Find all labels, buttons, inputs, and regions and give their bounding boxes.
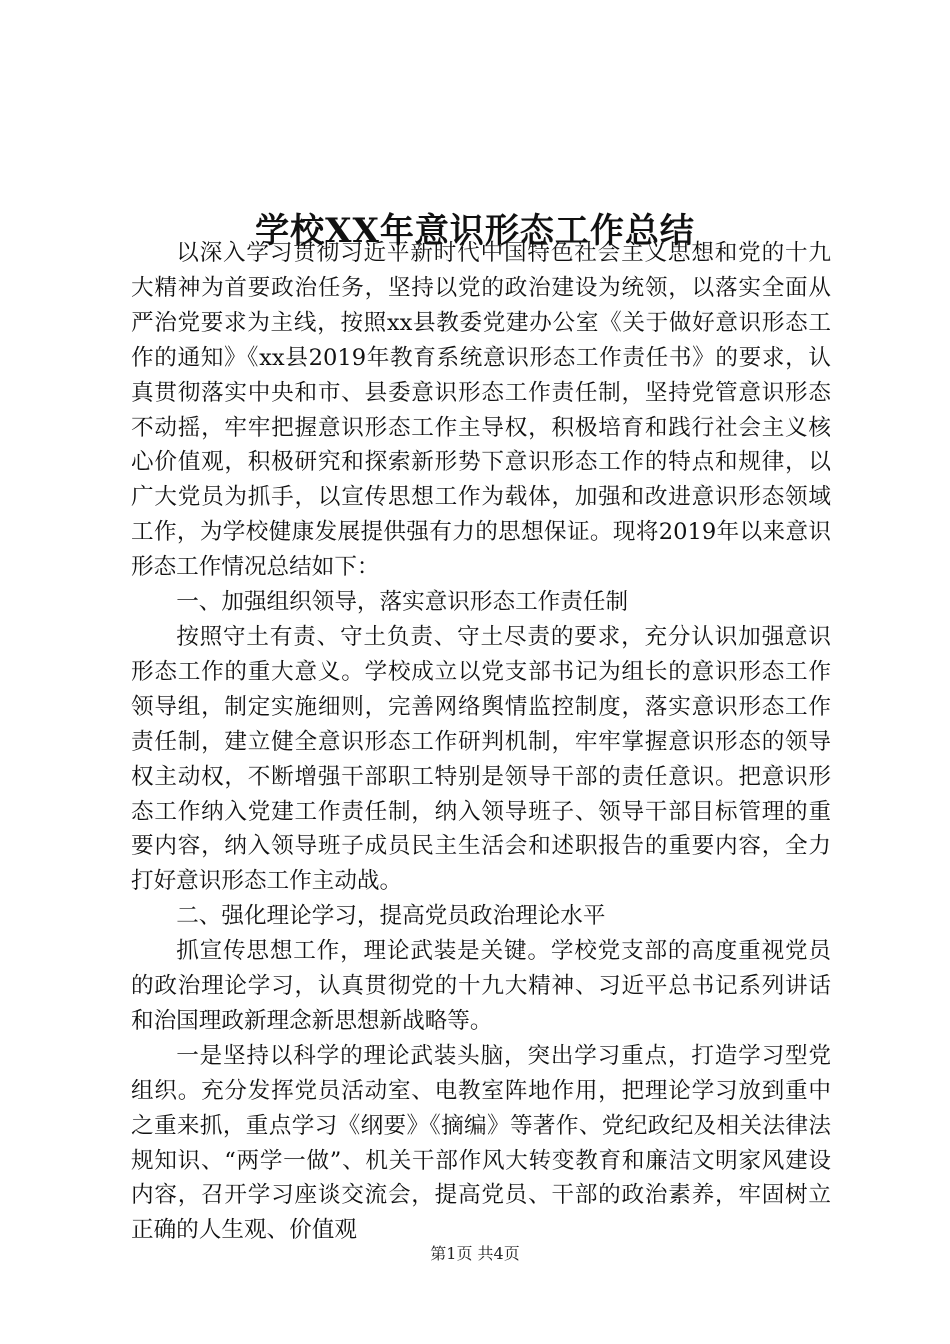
section-heading-1: 一、加强组织领导，落实意识形态工作责任制: [176, 589, 629, 616]
page-indicator: 第1页 共4页: [430, 1244, 520, 1263]
document-body: [131, 236, 831, 1248]
paragraph-intro: 以深入学习贯彻习近平新时代中国特色社会主义思想和党的十九大精神为首要政治任务，坚持以党的政治建设为统领，以落实全面从严治党要求为主线，按照xx县教委党建办公室《关于做好意识形态工作的通知》《xx县2019年教育系统意识形态工作责任书》的要求，认真贯彻落实中央和市、县委意识形态工作责任制，坚持党管意识形态不动摇，牢牢把握意识形态工作主导权，积极培育和践行社会主义核心价值观，积极研究和探索新形势下意识形态工作的特点和规律，以广大党员为抓手，以宣传思想工作为载体，加强和改进意识形态领域工作，为学校健康发展提供强有力的思想保证。现将2019年以来意识形态工作情况总结如下：: [131, 240, 831, 581]
document-title: 学校XX年意识形态工作总结: [255, 210, 695, 251]
section-heading-2: 二、强化理论学习，提高党员政治理论水平: [176, 903, 606, 930]
paragraph-section-2-point-1: 一是坚持以科学的理论武装头脑，突出学习重点，打造学习型党组织。充分发挥党员活动室、电教室阵地作用，把理论学习放到重中之重来抓，重点学习《纲要》《摘编》等著作、党纪政纪及相关法律法规知识、“两学一做”、机关干部作风大转变教育和廉洁文明家风建设内容，召开学习座谈交流会，提高党员、干部的政治素养，牢固树立正确的人生观、价值观: [131, 1042, 831, 1244]
paragraph-section-1: 按照守土有责、守土负责、守土尽责的要求，充分认识加强意识形态工作的重大意义。学校成立以党支部书记为组长的意识形态工作领导组，制定实施细则，完善网络舆情监控制度，落实意识形态工作责任制，建立健全意识形态工作研判机制，牢牢掌握意识形态的领导权主动权，不断增强干部职工特别是领导干部的责任意识。把意识形态工作纳入党建工作责任制，纳入领导班子、领导干部目标管理的重要内容，纳入领导班子成员民主生活会和述职报告的重要内容，全力打好意识形态工作主动战。: [131, 623, 831, 895]
paragraph-section-2: 抓宣传思想工作，理论武装是关键。学校党支部的高度重视党员的政治理论学习，认真贯彻党的十九大精神、习近平总书记系列讲话和治国理政新理念新思想新战略等。: [131, 938, 831, 1034]
